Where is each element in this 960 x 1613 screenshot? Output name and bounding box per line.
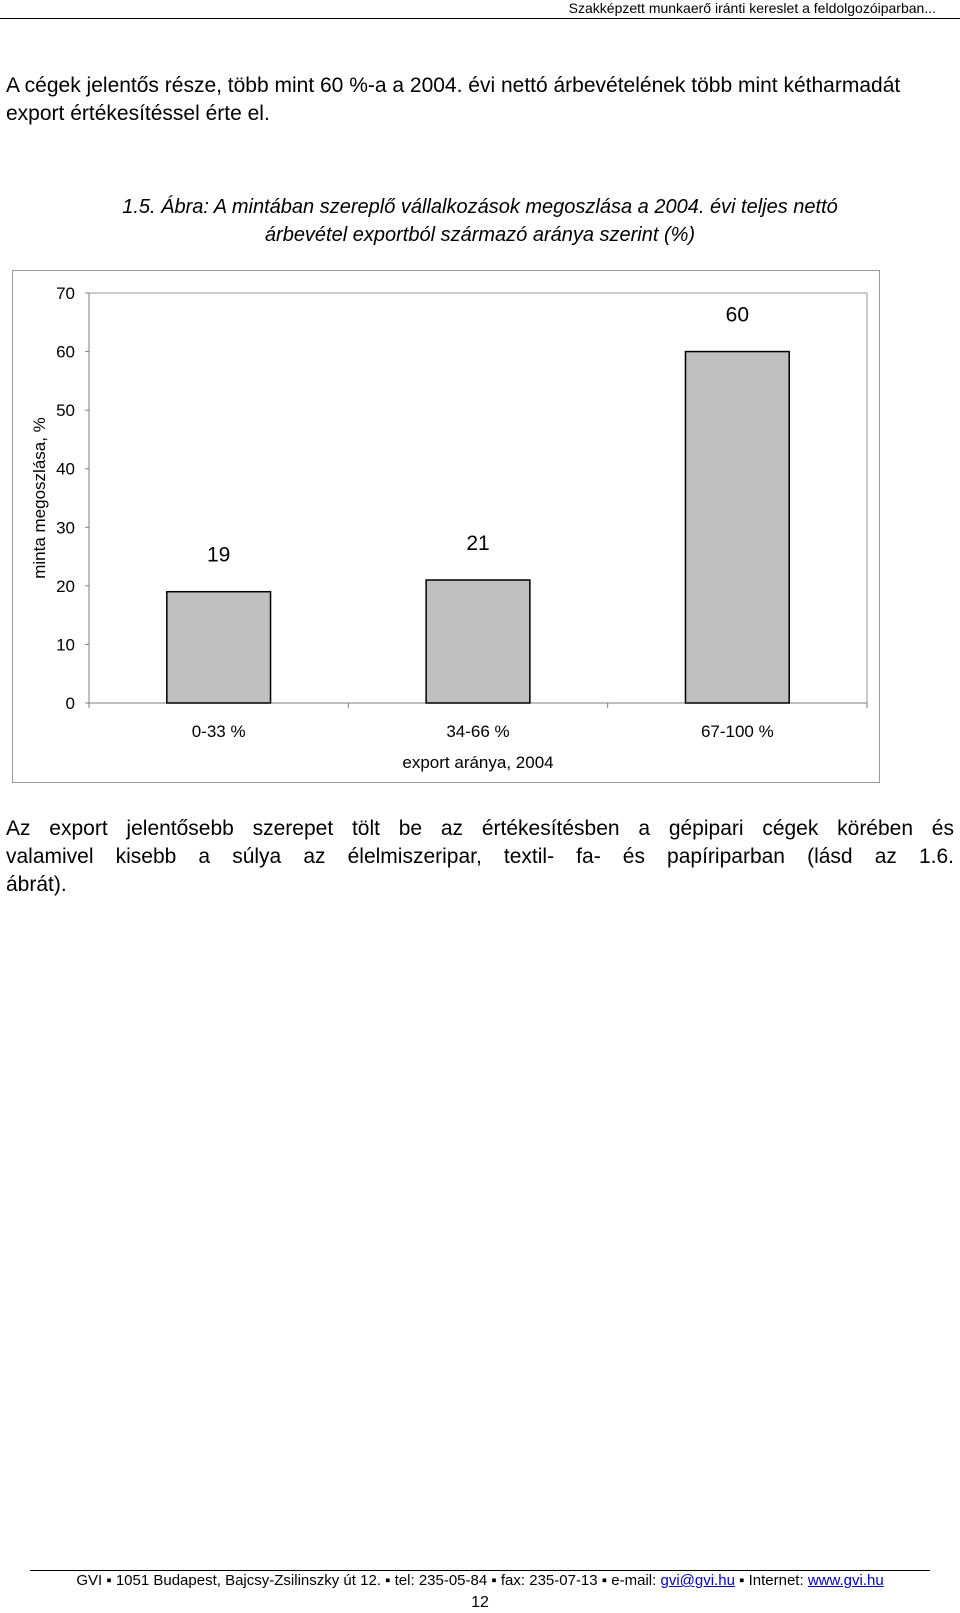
y-axis-title: minta megoszlása, % <box>30 417 49 579</box>
x-category-label: 34-66 % <box>446 722 510 741</box>
page-number: 12 <box>471 1594 489 1611</box>
header-rule <box>0 18 960 19</box>
footer-address: 1051 Budapest, Bajcsy-Zsilinszky út 12. <box>115 1572 381 1589</box>
y-tick-label: 10 <box>56 635 75 655</box>
footer-rule <box>30 1570 930 1571</box>
bar-data-label: 60 <box>725 303 750 327</box>
chart-frame <box>12 270 880 783</box>
x-axis-title: export aránya, 2004 <box>402 753 554 772</box>
x-category-label: 67-100 % <box>700 722 774 741</box>
figure-caption-line-2: árbevétel exportból származó aránya szerint (%) <box>264 224 696 246</box>
footer-separator: ▪ <box>385 1572 391 1589</box>
footer <box>0 1572 960 1590</box>
x-category-label: 0-33 % <box>191 722 246 741</box>
outro-line-1: Az export jelentősebb szerepet tölt be az értékesítésben a gépipari cégek körében és <box>6 817 954 840</box>
footer-fax: fax: 235-07-13 <box>500 1572 598 1589</box>
outro-line-2: valamivel kisebb a súlya az élelmiszeripar, textil- fa- és papíriparban (lásd az 1.6. <box>6 845 954 868</box>
footer-separator: ▪ <box>106 1572 112 1589</box>
y-tick-label: 40 <box>56 459 75 479</box>
y-tick-label: 30 <box>56 518 75 538</box>
y-tick-label: 60 <box>56 342 75 362</box>
figure-caption <box>0 193 960 249</box>
footer-internet-label: Internet: <box>748 1572 804 1589</box>
bar-data-label: 19 <box>206 543 231 567</box>
y-tick-label: 50 <box>56 401 75 421</box>
footer-website-link[interactable]: www.gvi.hu <box>807 1572 884 1589</box>
y-tick-label: 20 <box>56 576 75 596</box>
footer-org: GVI <box>76 1572 103 1589</box>
outro-paragraph <box>6 815 954 899</box>
footer-separator: ▪ <box>601 1572 608 1589</box>
footer-separator: ▪ <box>739 1572 745 1589</box>
bar <box>426 580 530 703</box>
outro-line-3: ábrát). <box>6 873 67 896</box>
footer-separator: ▪ <box>491 1572 497 1589</box>
footer-email-label: e-mail: <box>611 1572 657 1589</box>
bar <box>685 352 789 703</box>
bar-data-label: 21 <box>466 532 490 555</box>
y-tick-label: 0 <box>65 694 75 713</box>
running-header: Szakképzett munkaerő iránti kereslet a feldolgozóiparban... <box>568 0 936 16</box>
figure-caption-line-1: 1.5. Ábra: A mintában szereplő vállalkozások megoszlása a 2004. évi teljes nettó <box>122 196 838 218</box>
footer-email-link[interactable]: gvi@gvi.hu <box>660 1572 735 1589</box>
y-tick-label: 70 <box>56 284 75 303</box>
footer-tel: tel: 235-05-84 <box>394 1572 488 1589</box>
bar-chart <box>13 271 879 782</box>
bar <box>167 592 271 703</box>
intro-paragraph: A cégek jelentős része, több mint 60 %-a a 2004. évi nettó árbevételének több mint kétharmadát export értékesítéssel érte el. <box>6 74 901 125</box>
